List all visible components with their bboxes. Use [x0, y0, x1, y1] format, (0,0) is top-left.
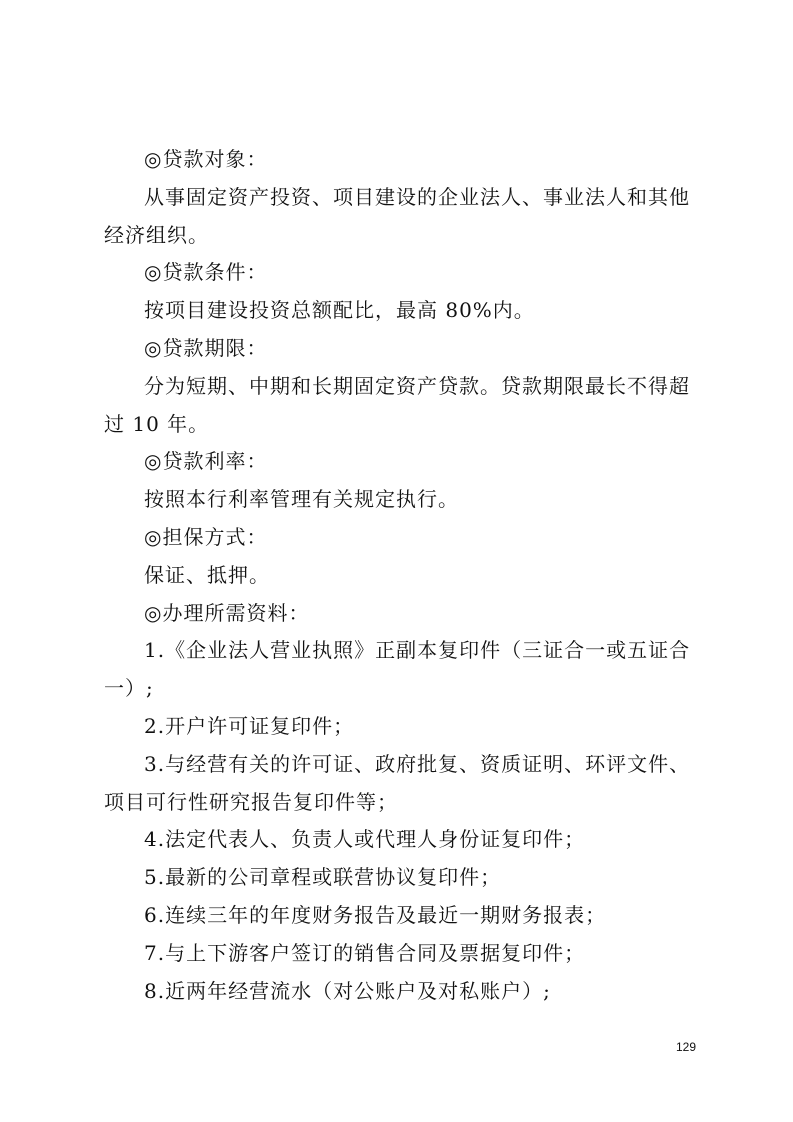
list-item: 8.近两年经营流水（对公账户及对私账户）; [144, 978, 551, 1003]
section-heading: ◎办理所需资料： [144, 600, 310, 625]
page-number: 129 [676, 1040, 697, 1054]
list-item: 6.连续三年的年度财务报告及最近一期财务报表； [144, 902, 607, 927]
section-heading: ◎贷款利率： [144, 449, 268, 474]
paragraph-line: 保证、抵押。 [144, 562, 270, 587]
list-item-continuation: 一）; [104, 676, 154, 701]
section-heading: ◎贷款对象： [144, 147, 268, 171]
section-heading: ◎贷款期限： [144, 335, 268, 360]
list-item: 3.与经营有关的许可证、政府批复、资质证明、环评文件、 [144, 751, 691, 776]
list-item: 4.法定代表人、负责人或代理人身份证复印件； [144, 827, 586, 852]
paragraph-line: 按项目建设投资总额配比，最高 80%内。 [144, 298, 535, 323]
page-body [104, 141, 696, 1010]
paragraph-line: 按照本行利率管理有关规定执行。 [144, 487, 459, 512]
list-item-continuation: 项目可行性研究报告复印件等； [104, 789, 398, 814]
paragraph-line: 过 10 年。 [104, 411, 210, 436]
paragraph-line: 分为短期、中期和长期固定资产贷款。贷款期限最长不得超 [144, 373, 690, 398]
section-heading: ◎贷款条件： [144, 260, 268, 285]
list-item: 7.与上下游客户签订的销售合同及票据复印件； [144, 940, 586, 965]
list-item: 5.最新的公司章程或联营协议复印件； [144, 865, 502, 890]
paragraph-line: 经济组织。 [104, 222, 209, 247]
list-item: 1.《企业法人营业执照》正副本复印件（三证合一或五证合 [144, 638, 691, 663]
list-item: 2.开户许可证复印件； [144, 713, 355, 738]
paragraph-line: 从事固定资产投资、项目建设的企业法人、事业法人和其他 [144, 184, 690, 209]
section-heading: ◎担保方式： [144, 524, 268, 549]
